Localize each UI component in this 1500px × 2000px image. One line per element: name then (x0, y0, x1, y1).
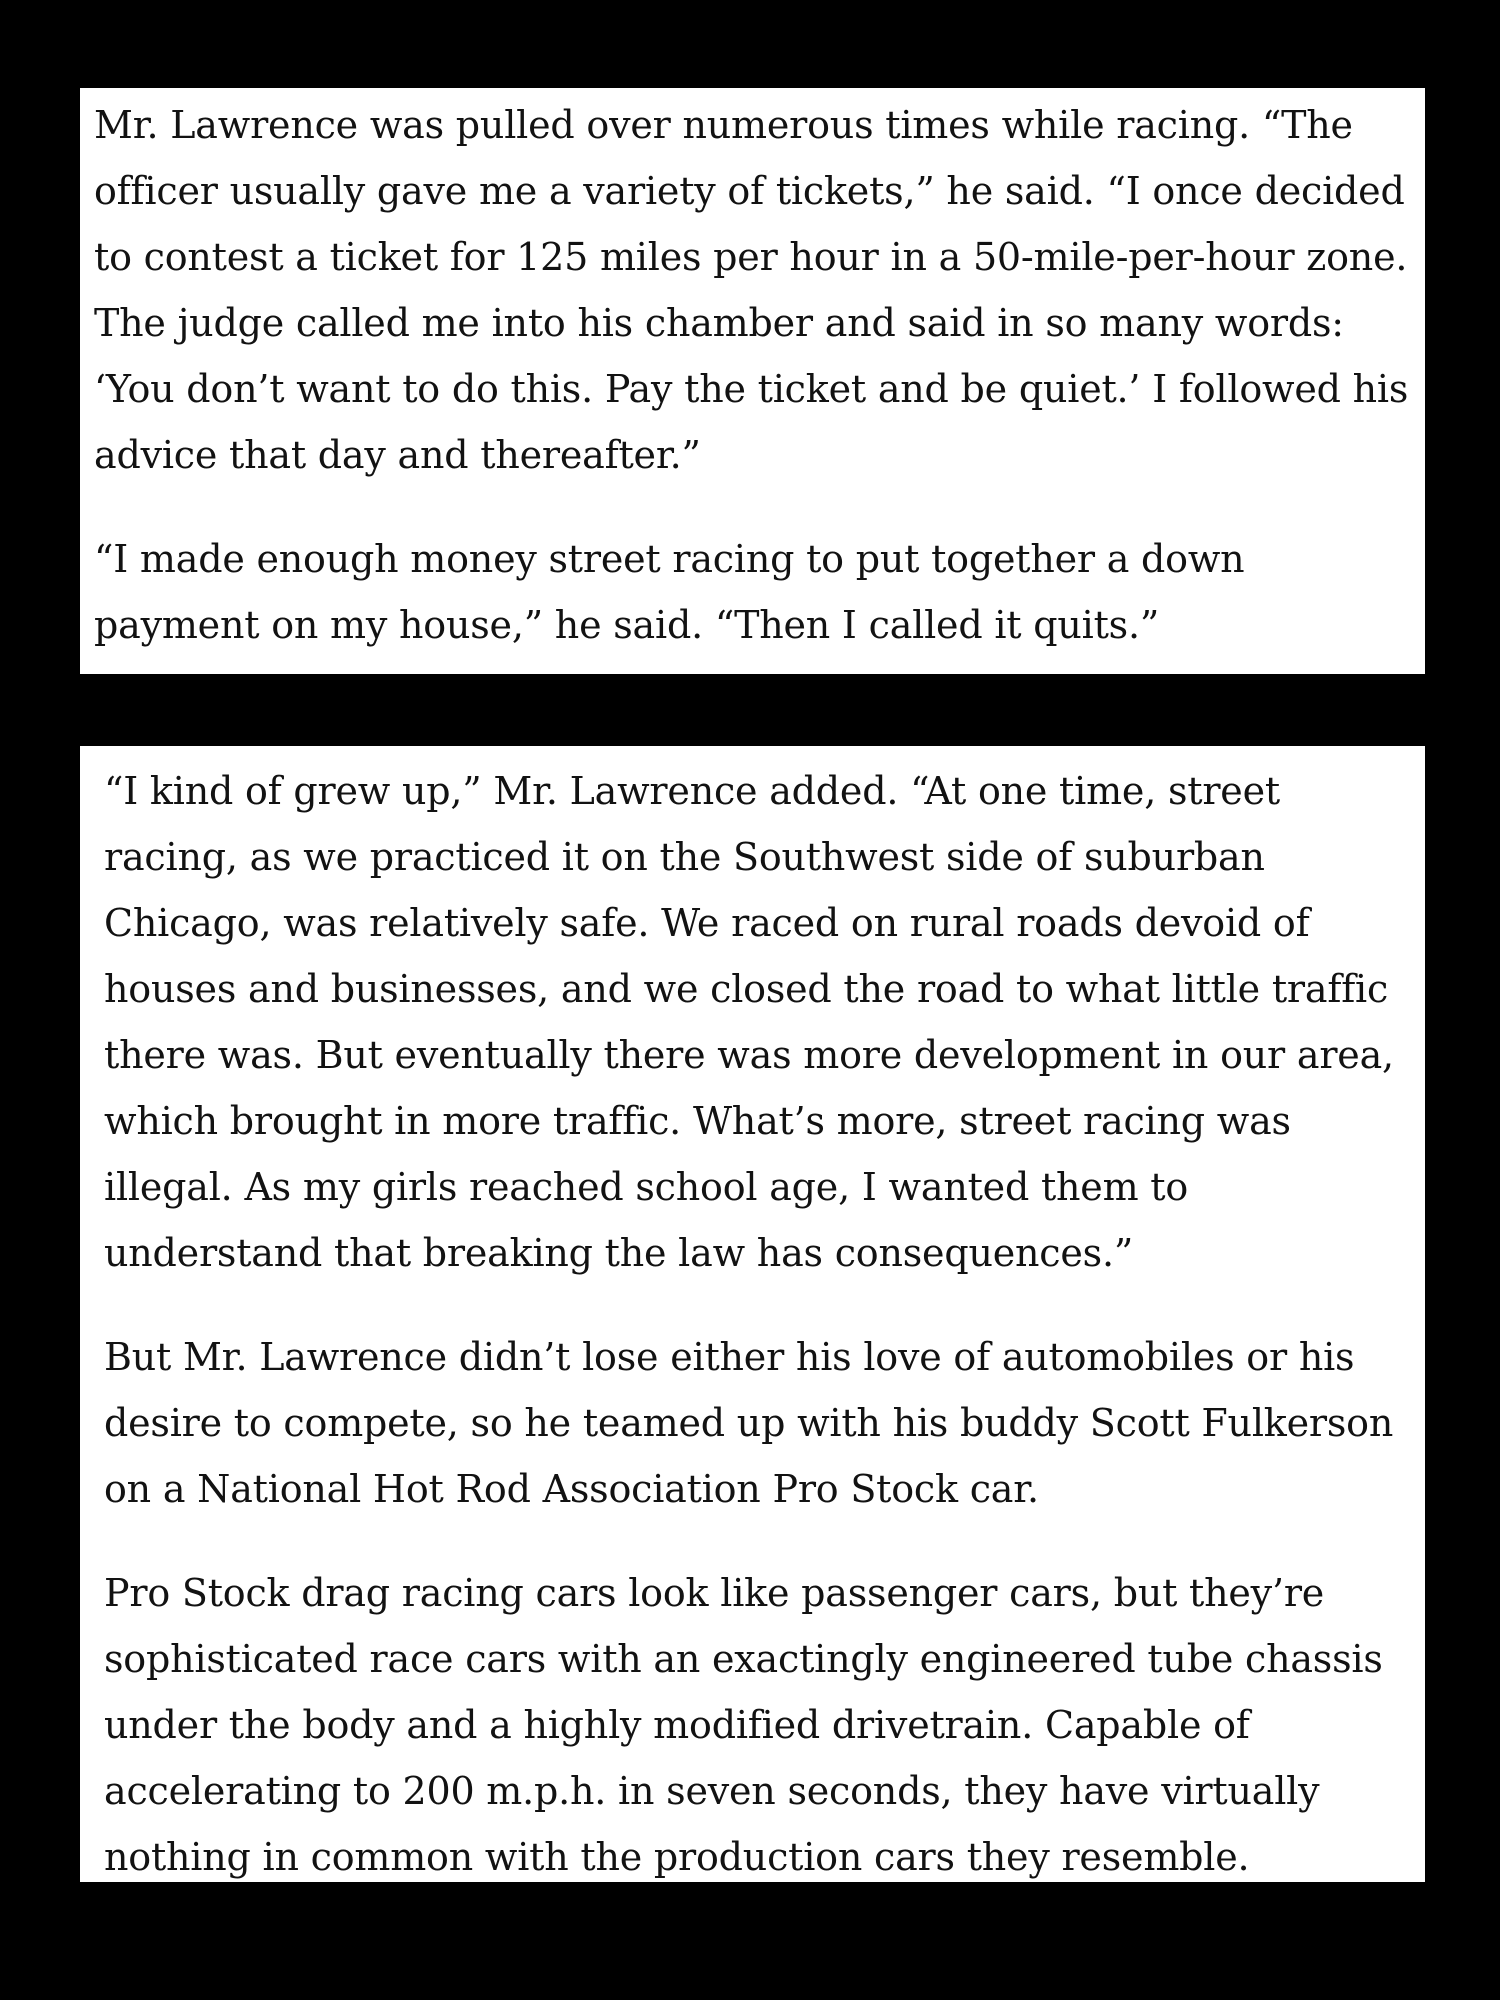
paragraph: “I made enough money street racing to put together a down payment on my house,” he said. “Then I called it quits.” (94, 537, 1245, 647)
paragraph: Pro Stock drag racing cars look like passenger cars, but they’re sophisticated race cars with an exactingly engineered tube chassis under the body and a highly modified drivetrain. Capable of accelerating to 200 m.p.h. in seven seconds, they have virtually nothing in common with the production cars they resemble. (104, 1571, 1383, 1879)
article-excerpt-bottom (80, 746, 1425, 1882)
paragraph: But Mr. Lawrence didn’t lose either his love of automobiles or his desire to compete, so he teamed up with his buddy Scott Fulkerson on a National Hot Rod Association Pro Stock car. (104, 1335, 1394, 1511)
article-excerpt-top (80, 88, 1425, 674)
paragraph: “I kind of grew up,” Mr. Lawrence added. “At one time, street racing, as we practiced it on the Southwest side of suburban Chicago, was relatively safe. We raced on rural roads devoid of houses and businesses, and we closed the road to what little traffic there was. But eventually there was more development in our area, which brought in more traffic. What’s more, street racing was illegal. As my girls reached school age, I wanted them to understand that breaking the law has consequences.” (104, 769, 1394, 1275)
paragraph: Mr. Lawrence was pulled over numerous times while racing. “The officer usually gave me a variety of tickets,” he said. “I once decided to contest a ticket for 125 miles per hour in a 50-mile-per-hour zone. The judge called me into his chamber and said in so many words: ‘You don’t want to do this. Pay the ticket and be quiet.’ I followed his advice that day and thereafter.” (94, 103, 1409, 477)
